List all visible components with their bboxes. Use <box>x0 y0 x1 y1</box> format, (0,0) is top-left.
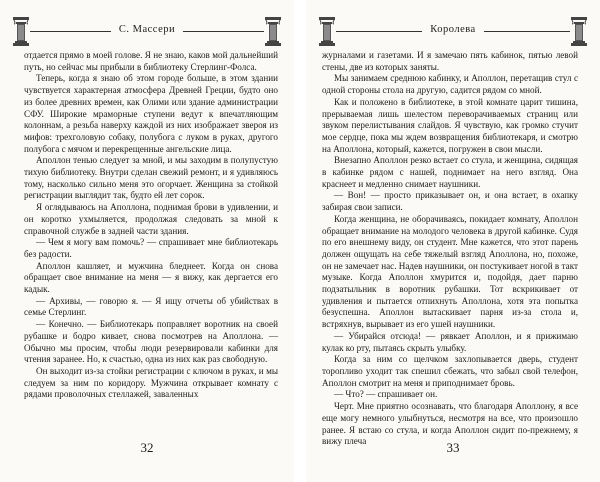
paragraph: Внезапно Аполлон резко встает со стула, и женщина, сидящая в кабинке рядом с нашей, поднимает на него взгляд. Она краснеет и медленно снимает наушники. <box>322 155 578 189</box>
paragraph: — Что? — спрашивает он. <box>334 389 438 400</box>
paragraph: Аполлон тенью следует за мной, и мы заходим в полупустую тихую библиотеку. Внутри сделан свежий ремонт, и я удивляюсь тому, насколько сильно меня это огорчает. Женщина за стойкой регистрации выглядит так, будто ей лет сорок. <box>24 155 278 201</box>
paragraph: Мы занимаем среднюю кабинку, и Аполлон, перетащив стул с одной стороны стола на другую, садится рядом со мной. <box>322 73 578 96</box>
paragraph: — Вон! — просто приказывает он, и она встает, в охапку забирая свои записи. <box>322 190 578 213</box>
paragraph: — Конечно. — Библиотекарь поправляет воротник на своей рубашке и бодро кивает, снова посмотрев на Аполлона. — Обычно мы просим, чтобы люди резервировали кабинки для чтения заранее. Но, к счастью, одна из них как раз свободную. <box>24 319 278 365</box>
paragraph: Он выходит из-за стойки регистрации с ключом в руках, и мы следуем за ним по коридору. Мужчина открывает комнату с рядами проволочных стеллажей, заваленных <box>24 365 278 400</box>
paragraph: Как и положено в библиотеке, в этой комнате царит тишина, прерываемая лишь шелестом переворачиваемых страниц или звуком перелистывания слайдов. Я чувствую, как громко стучит мое сердце, пока мы ждем возвращения библиотекаря, и смотрю на Аполлона, который, кажется, погружен в свои мысли. <box>322 96 578 154</box>
running-header-author: С. Массери <box>111 24 183 35</box>
page-number: 33 <box>446 440 460 455</box>
paragraph: Когда за ним со щелчком захлопывается дверь, студент торопливо уходит так спешил сбежать, что забыл свой телефон, Аполлон смотрит на меня и приподнимает бровь. <box>322 354 578 388</box>
page-header <box>12 16 282 46</box>
running-header-title: Королева <box>422 24 483 35</box>
paragraph: Черт. Мне приятно осознавать, что благодаря Аполлону, я все еще могу немного улыбнуться, несмотря на все, что произошло ранее. Я встаю со стула, и когда Аполлон сидит по-прежнему, я вижу плеча <box>322 401 578 447</box>
page-body-text <box>24 50 278 401</box>
paragraph: — Архивы, — говорю я. — Я ищу отчеты об убийствах в семье Стерлинг. <box>24 295 278 318</box>
page-body-text <box>322 50 578 448</box>
right-page <box>306 0 600 482</box>
paragraph: Аполлон кашляет, и мужчина бледнеет. Когда он снова обращает свое внимание на меня — я вижу, как дергается его кадык. <box>24 260 278 295</box>
left-page <box>0 0 294 482</box>
paragraph: отдается прямо в моей голове. Я не знаю, каков мой дальнейший путь, но сейчас мы прибыли в библиотеку Стерлинг-Фолса. <box>24 50 278 72</box>
book-gutter <box>294 0 306 482</box>
paragraph: Я оглядываюсь на Аполлона, поднимая брови в удивлении, и он коротко ухмыляется, продолжая следовать за мной к справочной службе в задней части здания. <box>24 202 278 236</box>
paragraph: — Убирайся отсюда! — рявкает Аполлон, и я прижимаю кулак ко рту, пытаясь скрыть улыбку. <box>322 330 578 353</box>
paragraph: журналами и газетами. И я замечаю пять кабинок, пятью левой стены, две из которых заняты. <box>322 50 578 72</box>
page-header <box>318 16 588 46</box>
column-ornament-icon <box>570 16 588 46</box>
paragraph: Теперь, когда я знаю об этом городе больше, в этом здании чувствуется характерная атмосфера Древней Греции, будто оно из более древних времен, как Олими или здание администрации СФУ. Широкие мраморные ступени ведут к впечатляющим колоннам, а резьба наверху каждой из них изображает звероя из мифов: трехголовую собаку, полубога с луком в руках, другого полубога с мячом и перекрещенные ангельские лица. <box>24 73 278 154</box>
page-number: 32 <box>140 440 154 455</box>
column-ornament-icon <box>264 16 282 46</box>
paragraph: — Чем я могу вам помочь? — спрашивает мне библиотекарь без радости. <box>24 237 278 259</box>
paragraph: Когда женщина, не оборачиваясь, покидает комнату, Аполлон обращает внимание на молодого человека в другой кабинке. Судя по его внешнему виду, он студент. Мне кажется, что этот парень должен ощущать на себе тяжелый взгляд Аполлона, но, похоже, он не замечает нас. Надев наушники, он постукивает ногой в такт музыке. Когда Аполлон хмурится и, подойдя, дает парню подзатыльник в воротник рубашки. Тот вскрикивает от удивления и пытается отпихнуть Аполлона, хотя эта попытка безуспешна. Аполлон вытаскивает парня из-за стола и, встряхнув, вырывает из его ушей наушники. <box>322 213 578 330</box>
